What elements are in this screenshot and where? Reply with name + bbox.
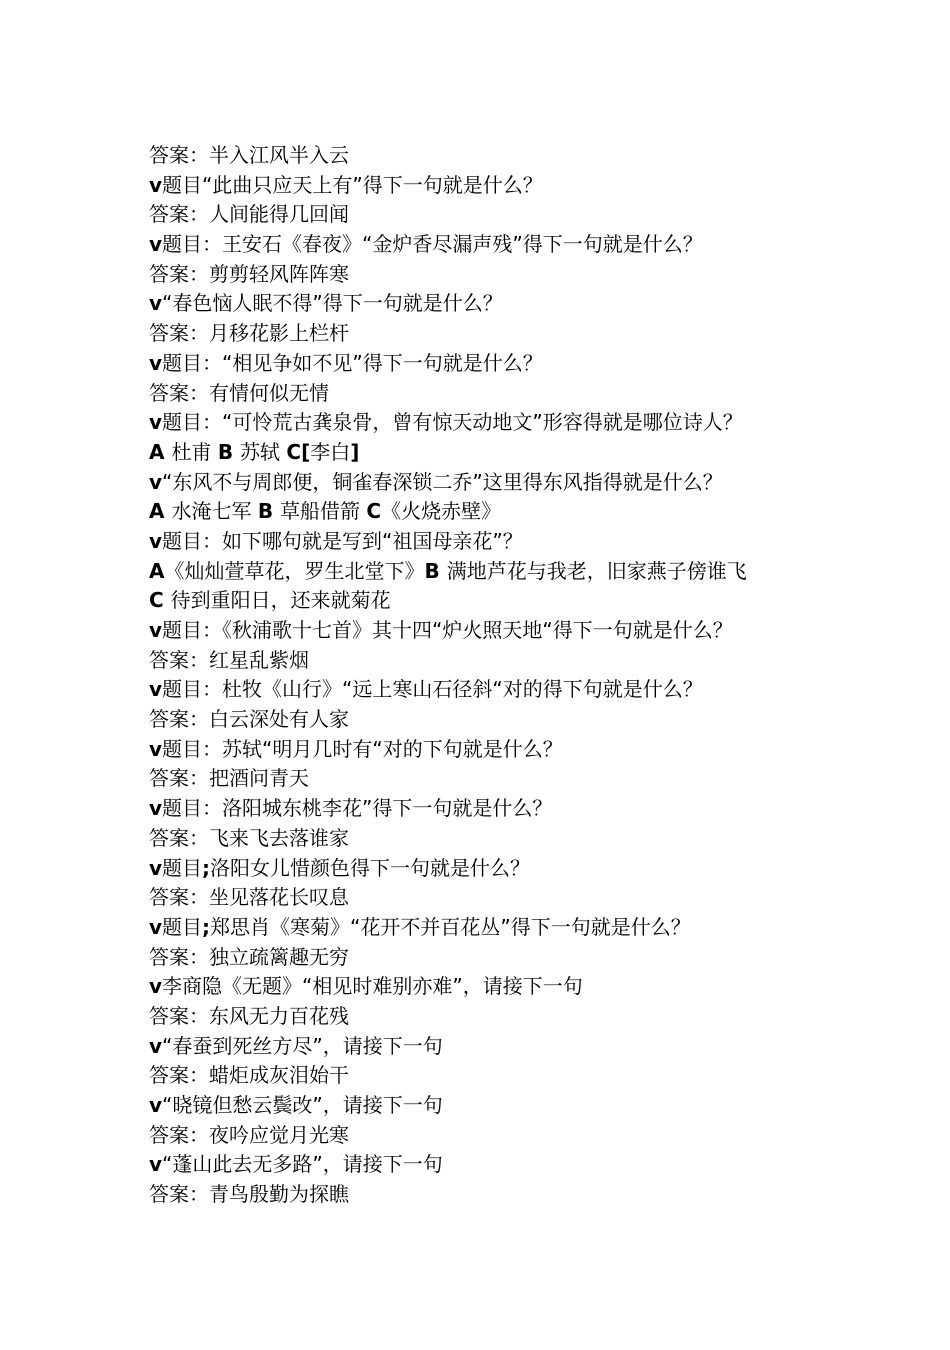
line-text: 答案：白云深处有人家 xyxy=(149,707,349,732)
text-line xyxy=(149,675,939,705)
bold-marker: v xyxy=(149,736,163,761)
bold-marker: B xyxy=(424,558,447,583)
line-text: “春色恼人眠不得”得下一句就是什么？ xyxy=(162,291,503,316)
bold-marker: A xyxy=(149,499,172,524)
line-text: 答案：半入江风半入云 xyxy=(149,143,349,167)
bold-marker: v xyxy=(149,1152,163,1177)
text-line xyxy=(149,141,939,171)
bold-marker: C xyxy=(149,588,171,613)
text-line xyxy=(149,1091,939,1121)
text-line xyxy=(149,794,939,824)
text-line xyxy=(149,586,939,616)
text-line xyxy=(149,883,939,913)
line-text: 水淹七军 xyxy=(171,499,258,524)
text-line xyxy=(149,913,939,943)
bold-marker: v xyxy=(149,796,163,821)
line-text: 苏轼 xyxy=(240,439,287,464)
bold-marker: v xyxy=(149,528,163,553)
line-text: 答案：有情何似无情 xyxy=(149,380,329,405)
text-line xyxy=(149,705,939,735)
line-text: 答案：红星乱紫烟 xyxy=(149,647,309,672)
line-text: 题目：苏轼“明月几时有“对的下句就是什么？ xyxy=(162,736,563,761)
line-text: 答案：青鸟殷勤为探瞧 xyxy=(149,1182,349,1207)
line-text: 答案：把酒问青天 xyxy=(149,766,309,791)
bold-marker: v xyxy=(149,1093,163,1117)
line-text: 草船借箭 xyxy=(280,499,367,524)
text-line xyxy=(149,200,939,230)
line-text: 题目：“相见争如不见”得下一句就是什么？ xyxy=(162,350,543,375)
text-line xyxy=(149,972,939,1002)
text-line xyxy=(149,1061,939,1091)
text-line xyxy=(149,943,939,973)
text-line xyxy=(149,1121,939,1151)
line-text: “蓬山此去无多路”，请接下一句 xyxy=(162,1152,443,1177)
line-text: 题目：洛阳城东桃李花”得下一句就是什么？ xyxy=(162,796,553,821)
line-text: 题目：“可怜荒古龚泉骨，曾有惊天动地文”形容得就是哪位诗人？ xyxy=(162,410,743,435)
line-text: 李商隐《无题》“相见时难别亦难”，请接下一句 xyxy=(162,974,583,999)
bold-marker: C[ xyxy=(286,439,311,464)
text-line xyxy=(149,230,939,260)
line-text: 题目：王安石《春夜》“金炉香尽漏声残”得下一句就是什么？ xyxy=(162,232,703,257)
text-line xyxy=(149,349,939,379)
bold-marker: v xyxy=(149,232,163,257)
line-text: 答案：飞来飞去落谁家 xyxy=(149,825,349,850)
bold-marker: A xyxy=(149,439,172,464)
line-text: “春蚕到死丝方尽”，请接下一句 xyxy=(162,1033,443,1058)
line-text: 李白 xyxy=(310,439,351,464)
text-line xyxy=(149,824,939,854)
text-line xyxy=(149,1002,939,1032)
line-text: 题目：如下哪句就是写到“祖国母亲花”？ xyxy=(162,528,523,553)
bold-marker: A xyxy=(149,558,165,583)
line-text: 答案：夜吟应觉月光寒 xyxy=(149,1122,349,1147)
line-text: 题目：杜牧《山行》“远上寒山石径斜“对的得下句就是什么？ xyxy=(162,677,703,702)
line-text: “东风不与周郎便，铜雀春深锁二乔”这里得东风指得就是什么？ xyxy=(162,469,723,494)
line-text: “晓镜但愁云鬓改”，请接下一句 xyxy=(162,1093,443,1117)
line-text: 答案：剪剪轻风阵阵寒 xyxy=(149,261,349,286)
text-line xyxy=(149,764,939,794)
text-line xyxy=(149,735,939,765)
line-text: 答案：蜡炬成灰泪始干 xyxy=(149,1063,349,1088)
text-line xyxy=(149,260,939,290)
bold-marker: v xyxy=(149,914,163,939)
text-line xyxy=(149,1032,939,1062)
text-line xyxy=(149,1150,939,1180)
line-text: 《火烧赤壁》 xyxy=(381,499,502,524)
bold-marker: v xyxy=(149,469,163,494)
text-line xyxy=(149,1180,939,1210)
text-line xyxy=(149,289,939,319)
text-line xyxy=(149,854,939,884)
bold-marker: v xyxy=(149,172,163,197)
text-line xyxy=(149,646,939,676)
bold-marker: v xyxy=(149,410,163,435)
text-line xyxy=(149,379,939,409)
bold-marker: v xyxy=(149,855,163,880)
text-line xyxy=(149,468,939,498)
bold-marker: ; xyxy=(202,855,211,880)
line-text: 《灿灿萱草花，罗生北堂下》 xyxy=(164,558,425,583)
document-body xyxy=(149,141,939,1210)
text-line xyxy=(149,616,939,646)
line-text: 满地芦花与我老，旧家燕子傍谁飞 xyxy=(446,558,747,583)
line-text: 杜甫 xyxy=(171,439,218,464)
line-text: 郑思肖《寒菊》“花开不并百花丛”得下一句就是什么？ xyxy=(210,914,691,939)
line-text: 答案：东风无力百花残 xyxy=(149,1003,349,1028)
bold-marker: v xyxy=(149,618,163,642)
text-line xyxy=(149,408,939,438)
line-text: 待到重阳日，还来就菊花 xyxy=(170,588,391,613)
line-text: 题目 xyxy=(162,914,203,939)
line-text: 题目“此曲只应天上有”得下一句就是什么？ xyxy=(162,172,543,197)
line-text: 题目：《秋浦歌十七首》其十四“炉火照天地“得下一句就是什么？ xyxy=(162,618,733,642)
line-text: 答案：人间能得几回闻 xyxy=(149,202,349,227)
text-line xyxy=(149,527,939,557)
text-line xyxy=(149,438,939,468)
bold-marker: v xyxy=(149,974,163,999)
text-line xyxy=(149,319,939,349)
bold-marker: v xyxy=(149,1033,163,1058)
bold-marker: B xyxy=(217,439,241,464)
bold-marker: v xyxy=(149,677,163,702)
bold-marker: v xyxy=(149,350,163,375)
text-line xyxy=(149,557,939,587)
bold-marker: ; xyxy=(202,914,211,939)
line-text: 答案：月移花影上栏杆 xyxy=(149,321,349,346)
text-line xyxy=(149,171,939,201)
line-text: 题目 xyxy=(162,855,203,880)
bold-marker: v xyxy=(149,291,163,316)
bold-marker: C xyxy=(366,499,382,524)
line-text: 答案：独立疏篱趣无穷 xyxy=(149,944,349,969)
line-text: 答案：坐见落花长叹息 xyxy=(149,885,349,910)
bold-marker: ] xyxy=(350,439,360,464)
bold-marker: B xyxy=(257,499,281,524)
text-line xyxy=(149,497,939,527)
line-text: 洛阳女儿惜颜色得下一句就是什么？ xyxy=(210,855,531,880)
